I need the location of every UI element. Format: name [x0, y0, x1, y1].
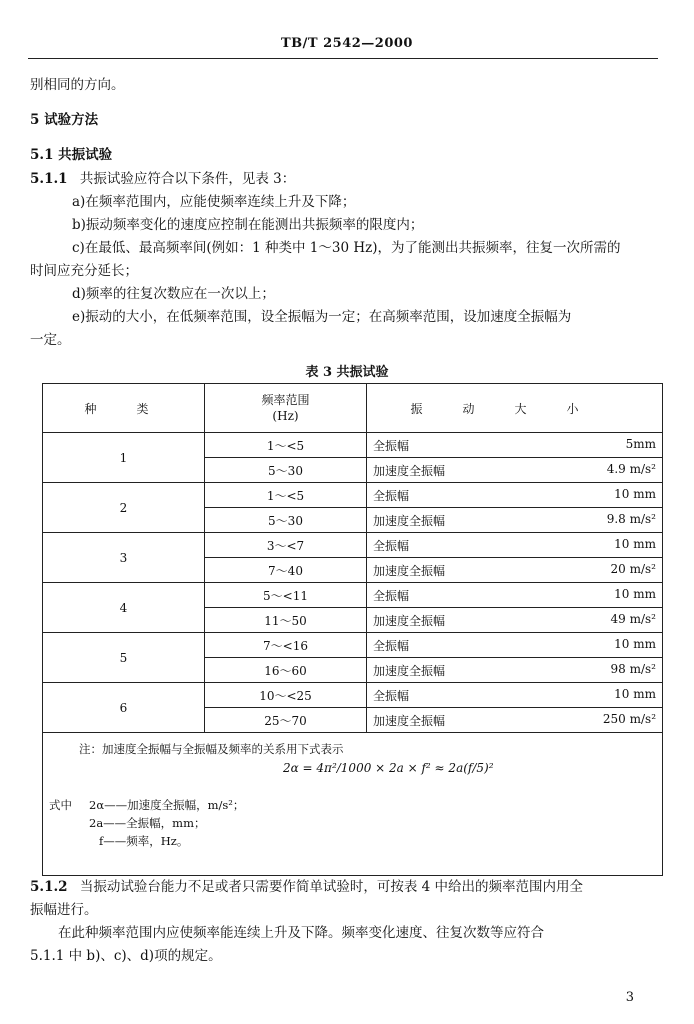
table-row	[43, 683, 663, 708]
type-cell: 5	[43, 633, 205, 683]
type-cell: 4	[43, 583, 205, 633]
vib-cell: 全振幅 10 mm	[367, 483, 663, 508]
table-caption: 表 3 共振试验	[305, 365, 389, 380]
section-5-1-2	[30, 878, 583, 896]
vib-cell: 全振幅 10 mm	[367, 533, 663, 558]
header-rule	[28, 58, 658, 59]
section-5-1-1-number: 5.1.1	[30, 171, 68, 187]
item-e-line2: 一定。	[30, 332, 71, 348]
freq-cell: 7～40	[205, 558, 367, 583]
freq-cell: 5～<11	[205, 583, 367, 608]
header-type: 种 类	[43, 384, 205, 433]
type-cell: 1	[43, 433, 205, 483]
item-c-line2: 时间应充分延长；	[30, 263, 138, 279]
table-row	[43, 633, 663, 658]
freq-cell: 16～60	[205, 658, 367, 683]
para2-line2: 5.1.1 中 b)、c)、d)项的规定。	[30, 948, 222, 964]
note-def-frequency: f——频率，Hz。	[99, 834, 189, 848]
freq-cell: 3～<7	[205, 533, 367, 558]
table-note	[43, 733, 663, 876]
vib-cell: 全振幅 10 mm	[367, 583, 663, 608]
table-header-row	[43, 384, 663, 433]
page-header: TB/T 2542—2000	[281, 36, 413, 51]
freq-cell: 5～30	[205, 508, 367, 533]
item-e-line1: e)振动的大小，在低频率范围，设全振幅为一定；在高频率范围，设加速度全振幅为	[72, 309, 572, 325]
vib-cell: 加速度全振幅 9.8 m/s²	[367, 508, 663, 533]
section-5-heading: 5 试验方法	[30, 112, 99, 128]
freq-cell: 5～30	[205, 458, 367, 483]
freq-cell: 1～<5	[205, 433, 367, 458]
para2-line1: 在此种频率范围内应使频率能连续上升及下降。频率变化速度、往复次数等应符合	[58, 925, 544, 941]
header-vib: 振动大小	[367, 384, 663, 433]
section-5-1-heading: 5.1 共振试验	[30, 147, 113, 163]
table-row	[43, 483, 663, 508]
freq-cell: 1～<5	[205, 483, 367, 508]
item-c-line1: c)在最低、最高频率间(例如：1 种类中 1～30 Hz)，为了能测出共振频率，往复一次所需的	[72, 240, 621, 256]
note-intro: 注：加速度全振幅与全振幅及频率的关系用下式表示	[79, 742, 344, 756]
table-row	[43, 583, 663, 608]
freq-cell: 11～50	[205, 608, 367, 633]
header-freq: 频率范围 (Hz)	[205, 384, 367, 433]
table-row	[43, 533, 663, 558]
vib-cell: 全振幅 5mm	[367, 433, 663, 458]
type-cell: 3	[43, 533, 205, 583]
vib-cell: 全振幅 10 mm	[367, 683, 663, 708]
note-formula: 2α = 4π²/1000 × 2a × f² ≈ 2a(f/5)²	[283, 761, 494, 775]
freq-cell: 10～<25	[205, 683, 367, 708]
vib-cell: 加速度全振幅 20 m/s²	[367, 558, 663, 583]
vib-cell: 加速度全振幅 49 m/s²	[367, 608, 663, 633]
vib-cell: 加速度全振幅 4.9 m/s²	[367, 458, 663, 483]
section-5-1-2-line2: 振幅进行。	[30, 902, 98, 918]
item-a: a)在频率范围内，应能使频率连续上升及下降；	[72, 194, 356, 210]
item-b: b)振动频率变化的速度应控制在能测出共振频率的限度内；	[72, 217, 424, 233]
section-5-1-1	[30, 170, 295, 188]
freq-cell: 7～<16	[205, 633, 367, 658]
section-5-1-2-text: 当振动试验台能力不足或者只需要作简单试验时，可按表 4 中给出的频率范围内用全	[79, 879, 584, 895]
type-cell: 2	[43, 483, 205, 533]
note-def-accel: 2α——加速度全振幅，m/s²；	[89, 798, 245, 812]
item-d: d)频率的往复次数应在一次以上；	[72, 286, 275, 302]
table-row	[43, 433, 663, 458]
section-5-1-1-text: 共振试验应符合以下条件，见表 3：	[79, 171, 296, 187]
note-def-amplitude: 2a——全振幅，mm；	[89, 816, 206, 830]
section-5-1-2-number: 5.1.2	[30, 879, 68, 895]
vib-cell: 加速度全振幅 98 m/s²	[367, 658, 663, 683]
page-number: 3	[625, 990, 634, 1005]
resonance-test-table	[42, 383, 663, 876]
note-where: 式中	[49, 798, 72, 812]
type-cell: 6	[43, 683, 205, 733]
table-note-row	[43, 733, 663, 876]
continuation-line: 别相同的方向。	[30, 77, 125, 93]
vib-cell: 加速度全振幅 250 m/s²	[367, 708, 663, 733]
freq-cell: 25～70	[205, 708, 367, 733]
vib-cell: 全振幅 10 mm	[367, 633, 663, 658]
